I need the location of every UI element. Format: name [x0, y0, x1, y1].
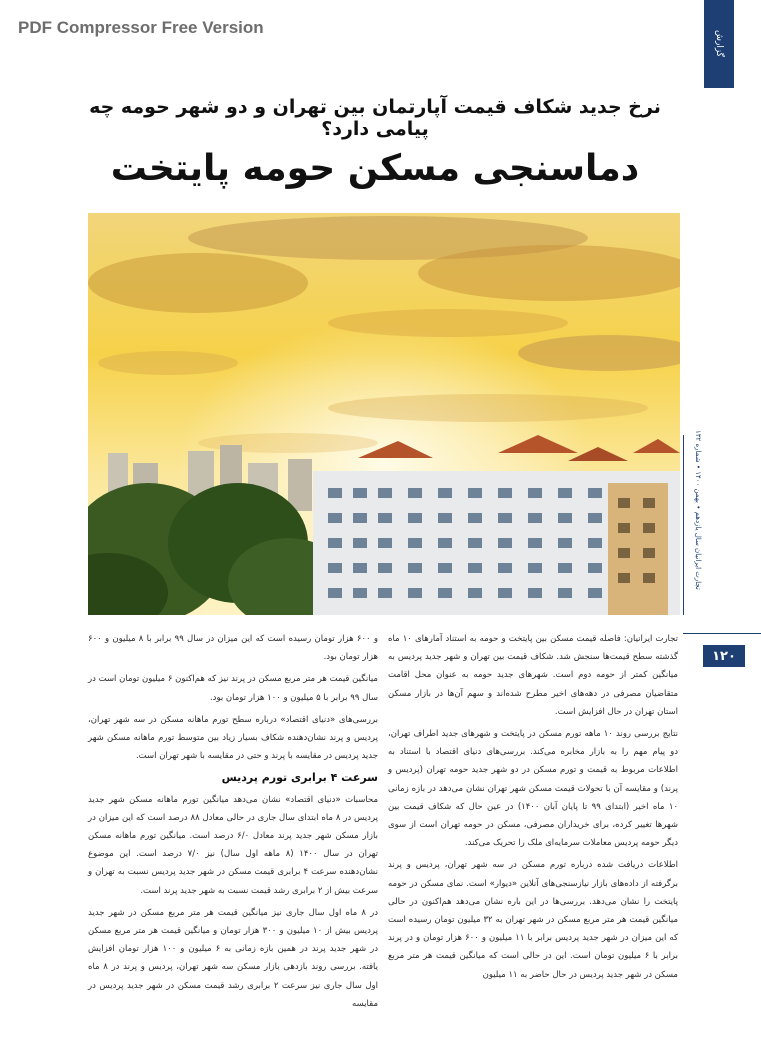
article-subtitle: نرخ جدید شکاف قیمت آپارتمان بین تهران و دو شهر حومه چه پیامی دارد؟ [89, 96, 661, 140]
paragraph: تجارت ایرانیان: فاصله قیمت مسکن بین پایتخت و حومه به استناد آمارهای ۱۰ ماه گذشته سطح قیمت‌ها سنجش شد. شکاف قیمت بین تهران و شهر جدید پردیس به میانگین کمتر از حومه دوم است. شهرهای جدید حومه به عنوان محل اقامت متقاضیان مصرفی در دهه‌های اخیر مطرح شده‌اند و سهم آن‌ها در بازار مسکن استان تهران در حال افزایش است. [388, 634, 678, 717]
section-label: گزارش [714, 30, 724, 58]
paragraph: محاسبات «دنیای اقتصاد» نشان می‌دهد میانگین تورم ماهانه مسکن شهر جدید پردیس در ۸ ماه ابتدای سال جاری در حالی معادل ۸۸ درصد است که این میزان در بازار مسکن شهر جدید پرند معادل ۶/۰ درصد است. میانگین تورم ماهانه مسکن تهران در سال ۱۴۰۰ (۸ ماهه اول سال) نیز ۷/۰ درصد است. این موضوع نشان‌دهنده سرعت ۴ برابری قیمت مسکن در شهر جدید پردیس نسبت به تهران و سرعت بیش از ۲ برابری رشد قیمت نسبت به شهر جدید پرند است. [88, 794, 378, 896]
section-heading: سرعت ۴ برابری تورم پردیس [221, 771, 378, 785]
right-text-column [388, 630, 678, 988]
article-title: دماسنجی مسکن حومه پایتخت [110, 148, 640, 189]
paragraph: میانگین قیمت هر متر مربع مسکن در پرند نیز که هم‌اکنون ۶ میلیون تومان است در سال ۹۹ برابر با ۵ میلیون و ۱۰۰ هزار تومان بود. [88, 674, 378, 703]
paragraph: در ۸ ماه اول سال جاری نیز میانگین قیمت هر متر مربع مسکن در شهر جدید پردیس بیش از ۱۰ میلیون و ۳۰۰ هزار تومان و میانگین قیمت هر متر مربع مسکن در شهر جدید پرند در همین بازه زمانی به ۶ میلیون و ۱۰۰ هزار تومان افزایش یافته. بررسی روند بازدهی بازار مسکن سه شهر تهران، پردیس و پرند در ۸ ماه اول سال جاری نیز سرعت ۲ برابری رشد قیمت مسکن در شهر جدید پردیس در مقایسه [88, 907, 378, 1009]
sunset-cityscape-image [88, 213, 680, 615]
section-tab [704, 0, 734, 88]
left-text-column [88, 630, 378, 1017]
pdf-watermark: PDF Compressor Free Version [18, 18, 264, 37]
page-number: ۱۲۰ [703, 645, 745, 667]
hero-photo [88, 213, 680, 615]
paragraph: و ۶۰۰ هزار تومان رسیده است که این میزان در سال ۹۹ برابر با ۸ میلیون و ۶۰۰ هزار تومان بود. [88, 634, 378, 663]
side-divider [683, 435, 684, 615]
paragraph: نتایج بررسی روند ۱۰ ماهه تورم مسکن در پایتخت و شهرهای جدید اطراف تهران، دو پیام مهم را به بازار مخابره می‌کند. بررسی‌های دنیای اقتصاد با استناد به اطلاعات مربوط به قیمت و تورم مسکن در دو شهر جدید حومه تهران (پردیس و پرند) و مقایسه آن با تحولات قیمت مسکن شهر تهران نشان می‌دهد در بازه زمانی ۱۰ ماه اخیر (ابتدای ۹۹ تا پایان آبان ۱۴۰۰) در عین حال که شکاف قیمت بین شهرها تغییر کرده، برای خریداران مصرفی، مسکن در حومه تهران است از سوی دیگر حومه پردیس معاملات سرمایه‌ای ملک را تحریک می‌کند. [388, 729, 679, 849]
paragraph: اطلاعات دریافت شده درباره تورم مسکن در سه شهر تهران، پردیس و پرند برگرفته از داده‌های بازار نیازسنجی‌های آنلاین «دیوار» است. نمای مسکن در حومه پایتخت را نشان می‌دهد. بررسی‌ها در این باره نشان می‌دهد هم‌اکنون در حالی میانگین قیمت هر متر مربع مسکن در شهر تهران به ۳۲ میلیون تومان رسیده است که این میزان در شهر جدید پردیس برابر با ۱۱ میلیون و ۶۰۰ هزار تومان و در پرند برابر با ۶ میلیون تومان است. این در حالی است که میانگین قیمت هر متر مربع مسکن در شهر جدید پردیس در حال حاضر به ۱۱ میلیون [388, 860, 679, 980]
page-rule [683, 633, 761, 634]
issue-info-rail: تجارت ایرانیان سال یازدهم • بهمن ۱۴۰۰ • شماره ۱۳۲ [694, 430, 702, 590]
paragraph: بررسی‌های «دنیای اقتصاد» درباره سطح تورم ماهانه مسکن در سه شهر تهران، پردیس و پرند نشان‌دهنده شکاف بسیار زیاد بین متوسط تورم ماهانه مسکن شهر جدید پردیس در مقایسه با پرند و حتی در مقایسه با شهر تهران است. [88, 714, 378, 762]
